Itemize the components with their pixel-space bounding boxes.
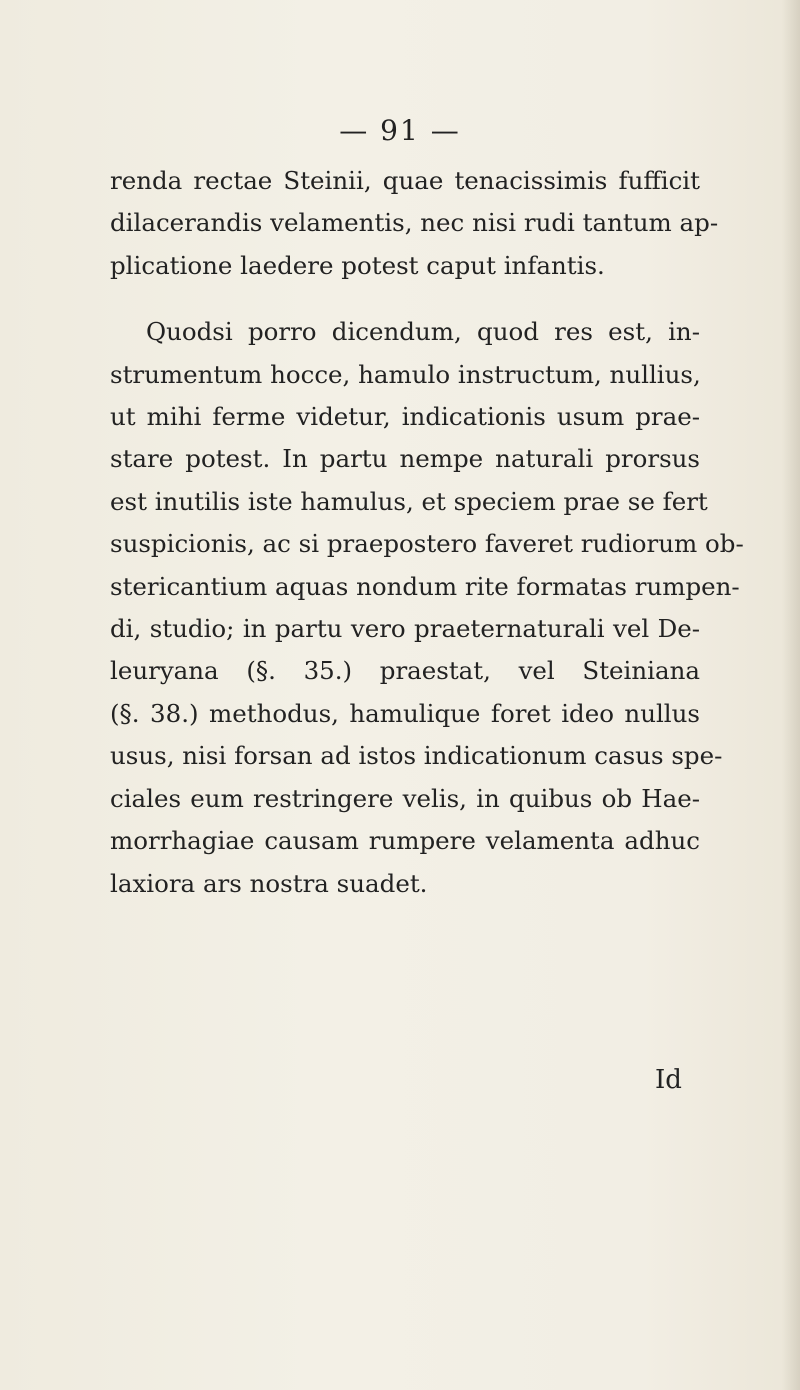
text-line: ut mihi ferme videtur, indicationis usum prae- <box>110 402 700 432</box>
text-line: dilacerandis velamentis, nec nisi rudi tantum ap- <box>110 208 719 238</box>
text-line: (§. 38.) methodus, hamulique foret ideo nullus <box>110 698 700 728</box>
text-line: leuryana (§. 35.) praestat, vel Steiniana <box>110 656 700 686</box>
text-line: usus, nisi forsan ad istos indicationum casus spe- <box>110 741 723 771</box>
paragraph-gap <box>110 287 700 311</box>
catchword: Id <box>655 1065 682 1095</box>
text-line: renda rectae Steinii, quae tenacissimis fufficit <box>110 166 700 195</box>
text-line: morrhagiae causam rumpere velamenta adhuc <box>110 826 700 856</box>
text-line: Quodsi porro dicendum, quod res est, in- <box>146 317 700 347</box>
text-line: ciales eum restringere velis, in quibus ob Hae- <box>110 783 700 813</box>
page-number: — 91 — <box>339 114 461 147</box>
text-line: laxiora ars nostra suadet. <box>110 868 428 898</box>
text-line: suspicionis, ac si praepostero faveret rudiorum ob- <box>110 529 744 559</box>
main-text <box>110 160 744 905</box>
text-line: stericantium aquas nondum rite formatas rumpen- <box>110 571 740 601</box>
text-line: plicatione laedere potest caput infantis. <box>110 250 605 280</box>
text-line: stare potest. In partu nempe naturali prorsus <box>110 444 700 474</box>
text-line: est inutilis iste hamulus, et speciem prae se fert <box>110 486 708 516</box>
page-edge-shadow <box>782 0 800 1390</box>
text-line: strumentum hocce, hamulo instructum, nullius, <box>110 359 701 389</box>
text-line: di, studio; in partu vero praeternaturali vel De- <box>110 614 700 644</box>
